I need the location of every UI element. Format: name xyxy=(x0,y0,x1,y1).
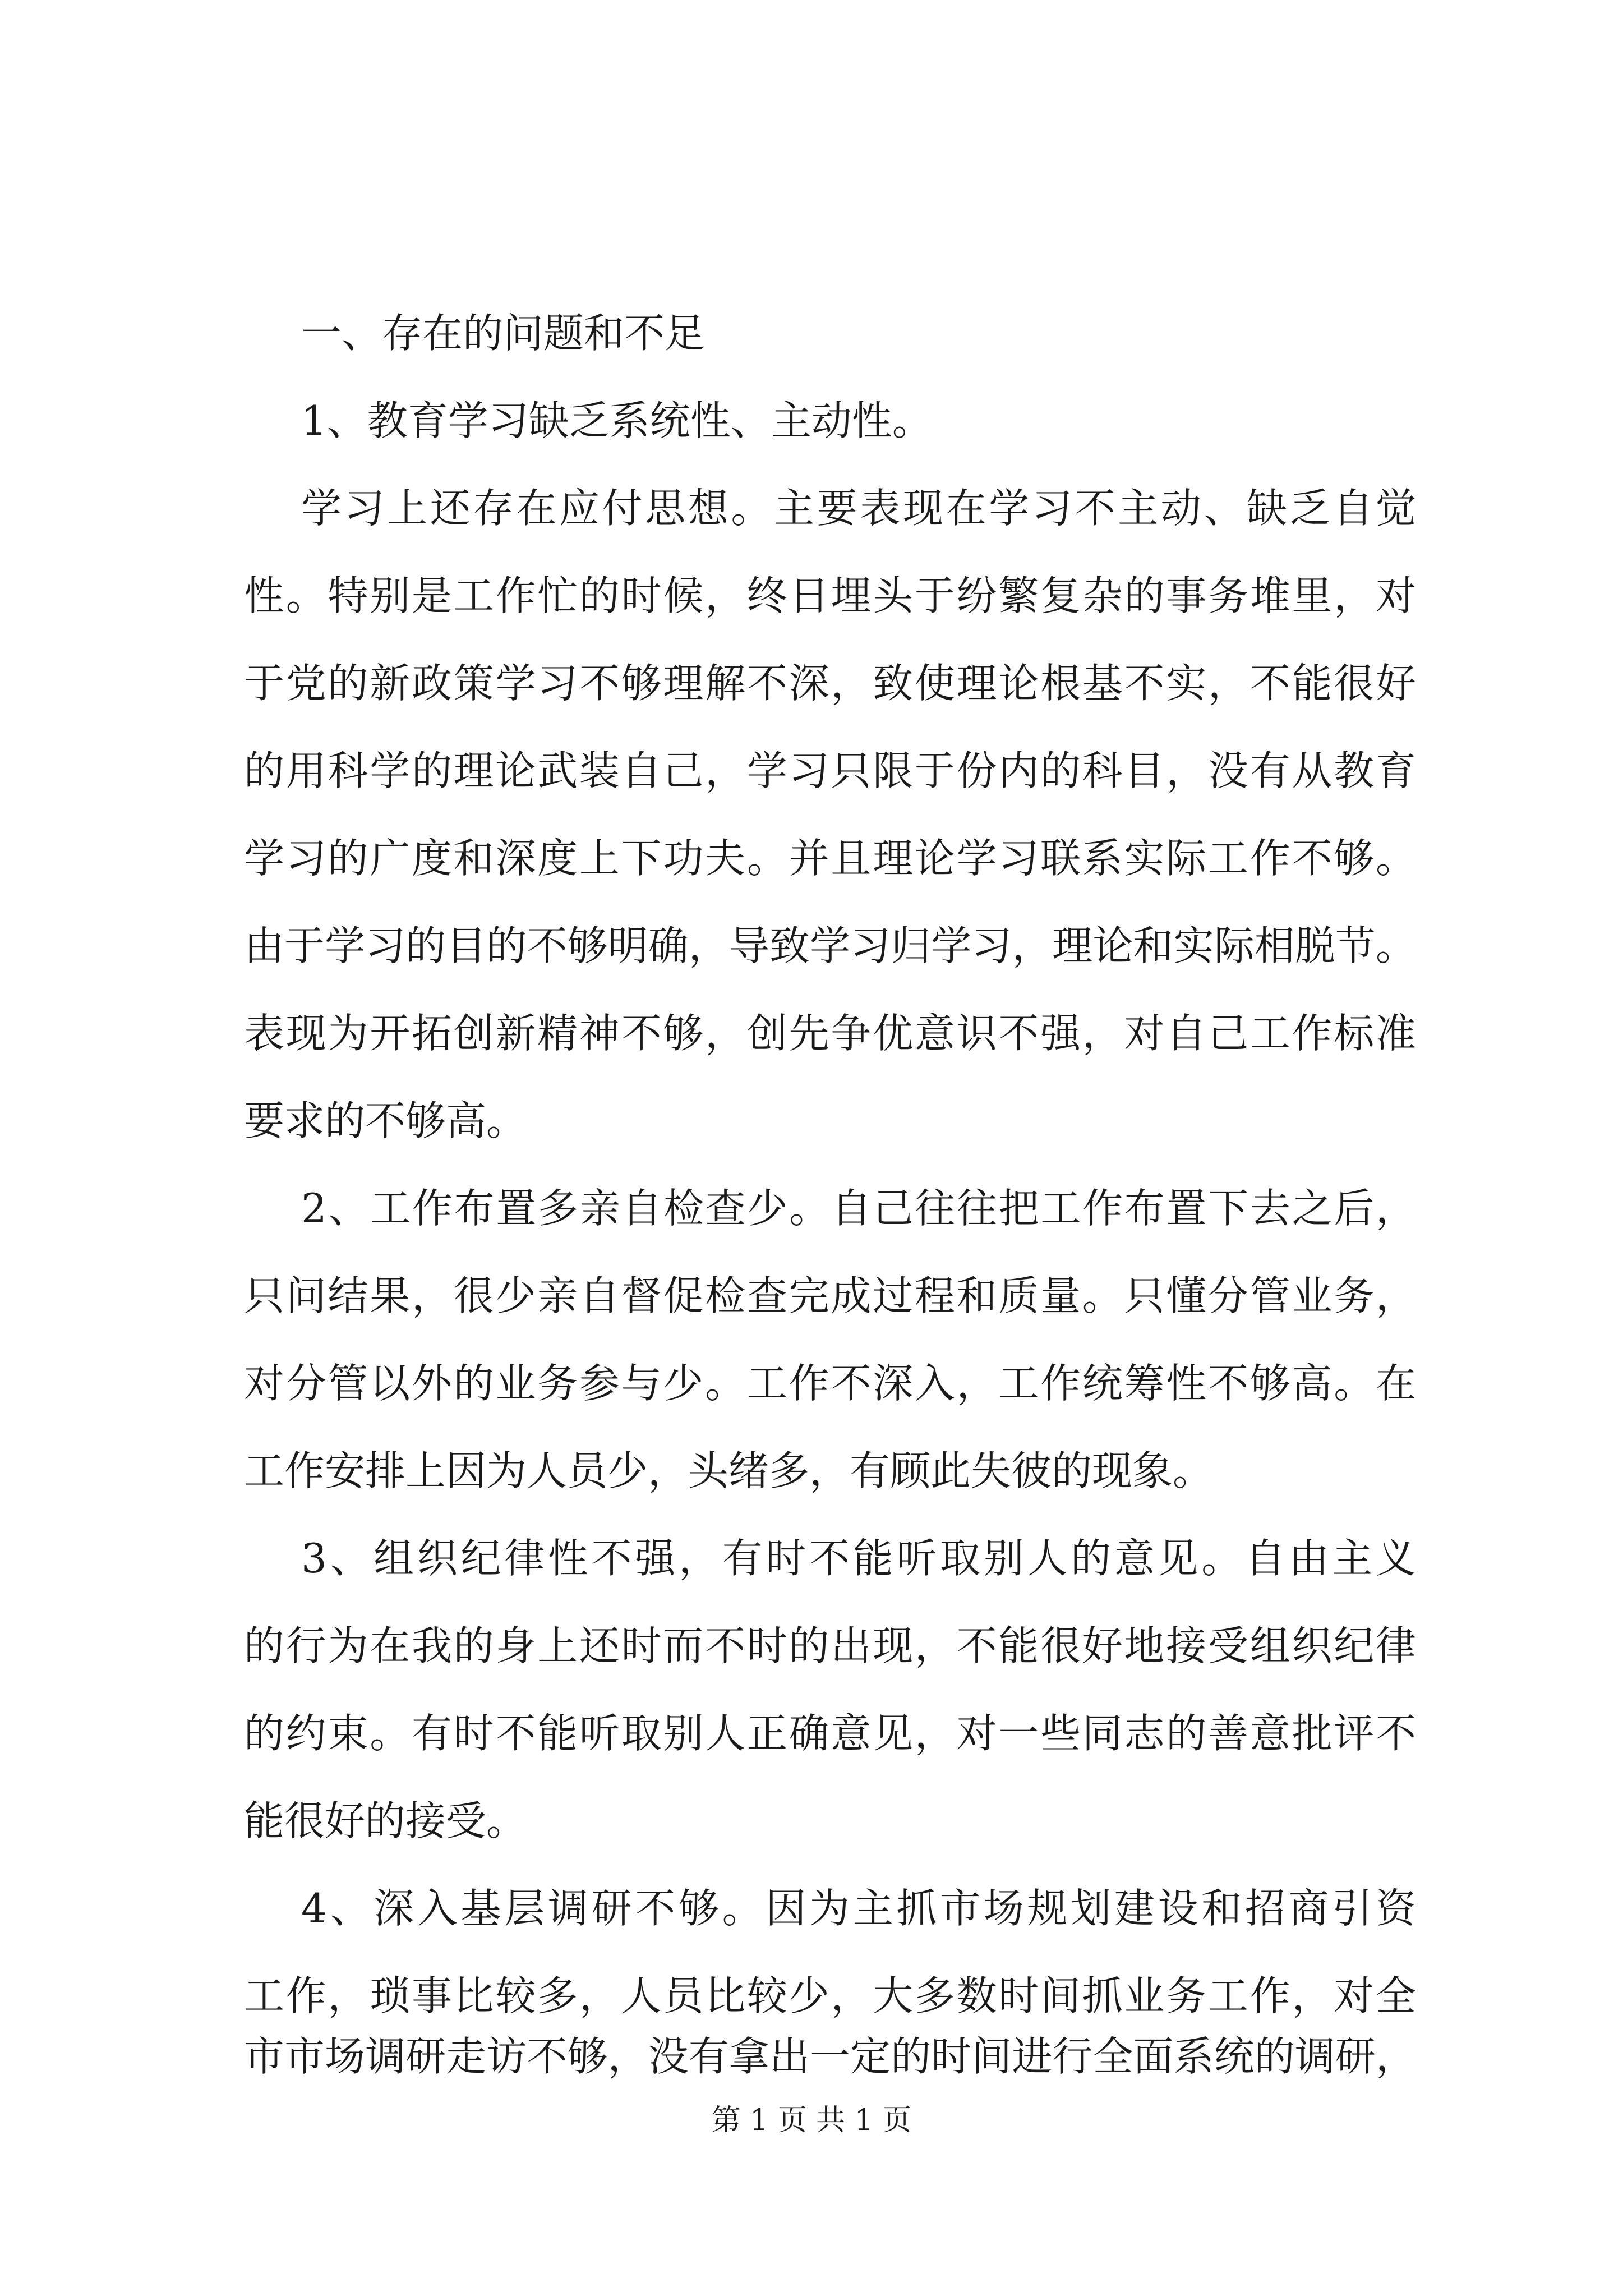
subheading-2: 2、工作布置多亲自检查少。自己往往把工作布置下去之后， xyxy=(301,1185,1416,1232)
paragraph-line: 的用科学的理论武装自己，学习只限于份内的科目，没有从教育 xyxy=(244,747,1416,794)
paragraph-line: 市市场调研走访不够，没有拿出一定的时间进行全面系统的调研， xyxy=(244,2033,1416,2080)
subheading-1: 1、教育学习缺乏系统性、主动性。 xyxy=(301,397,933,444)
paragraph-line: 要求的不够高。 xyxy=(244,1097,527,1144)
paragraph-line: 工作安排上因为人员少，头绪多，有顾此失彼的现象。 xyxy=(244,1447,1214,1494)
page-number-footer: 第 1 页 共 1 页 xyxy=(711,2104,912,2137)
paragraph-line: 的行为在我的身上还时而不时的出现，不能很好地接受组织纪律 xyxy=(244,1622,1416,1669)
section-heading: 一、存在的问题和不足 xyxy=(301,310,706,357)
paragraph-line: 性。特别是工作忙的时候，终日埋头于纷繁复杂的事务堆里，对 xyxy=(244,572,1416,619)
subheading-4: 4、深入基层调研不够。因为主抓市场规划建设和招商引资 xyxy=(301,1885,1416,1932)
paragraph-line: 工作，琐事比较多，人员比较少，大多数时间抓业务工作，对全 xyxy=(244,1972,1416,2019)
paragraph-line: 学习的广度和深度上下功夫。并且理论学习联系实际工作不够。 xyxy=(244,835,1416,882)
subheading-3: 3、组织纪律性不强，有时不能听取别人的意见。自由主义 xyxy=(301,1535,1416,1582)
paragraph-line: 对分管以外的业务参与少。工作不深入，工作统筹性不够高。在 xyxy=(244,1360,1416,1407)
paragraph-line: 于党的新政策学习不够理解不深，致使理论根基不实，不能很好 xyxy=(244,660,1416,707)
paragraph-line: 表现为开拓创新精神不够，创先争优意识不强，对自己工作标准 xyxy=(244,1010,1416,1057)
paragraph-line: 学习上还存在应付思想。主要表现在学习不主动、缺乏自觉 xyxy=(301,485,1416,532)
paragraph-line: 由于学习的目的不够明确，导致学习归学习，理论和实际相脱节。 xyxy=(244,922,1416,969)
paragraph-line: 只问结果，很少亲自督促检查完成过程和质量。只懂分管业务， xyxy=(244,1272,1416,1319)
paragraph-line: 的约束。有时不能听取别人正确意见，对一些同志的善意批评不 xyxy=(244,1710,1416,1757)
paragraph-line: 能很好的接受。 xyxy=(244,1797,527,1844)
